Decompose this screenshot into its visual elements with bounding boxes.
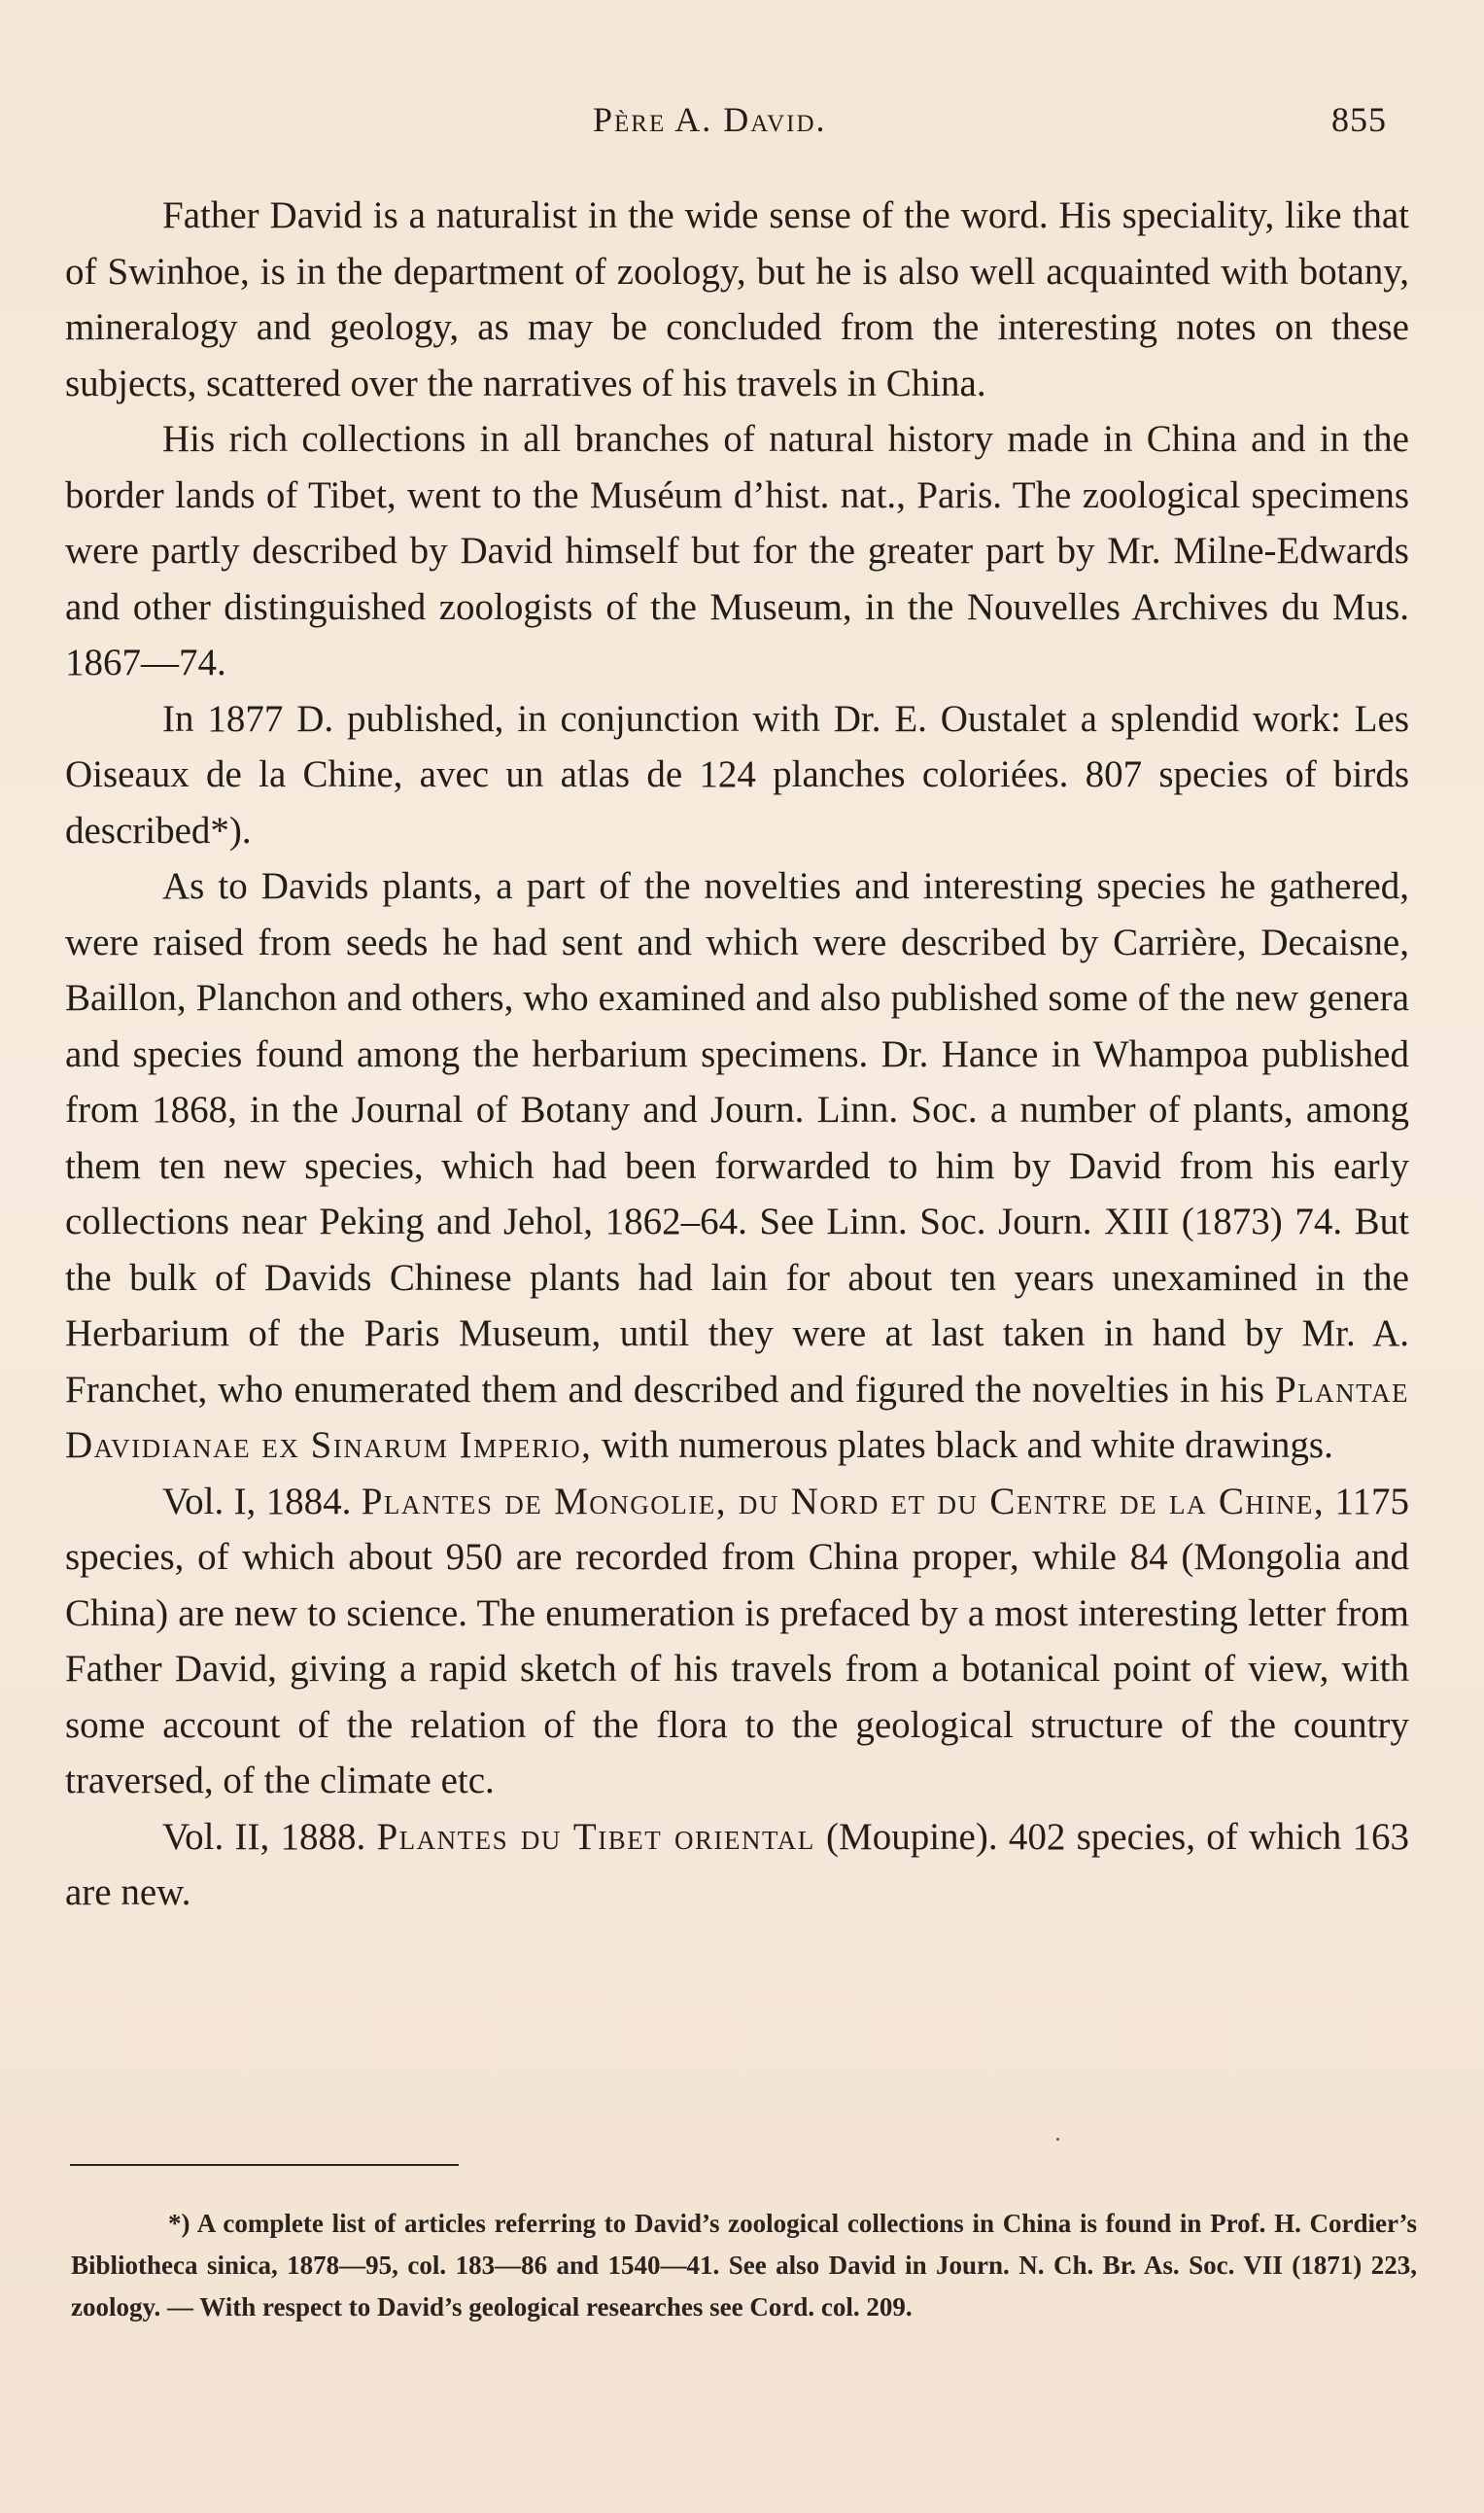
volume-title-small-caps: Plantes de Mongolie, du Nord et du Centre de la Chine, xyxy=(361,1480,1326,1522)
paragraph-text: 1175 species, of which about 950 are recorded from China proper, while 84 (Mongolia and China) are new to science. The enumeration is prefaced by a most interesting letter from Father David, giving a rapid sketch of his travels from a botanical point of view, with some account of the relation of the flora to the geological structure of the country traversed, of the climate etc. xyxy=(65,1480,1409,1801)
paragraph xyxy=(65,858,1409,1474)
footnote xyxy=(71,2203,1417,2328)
paragraph-text: His rich collections in all branches of natural history made in China and in the border lands of Tibet, went to the Muséum d’hist. nat., Paris. The zoological specimens were partly described by David himself but for the greater part by Mr. Milne-Edwards and other distinguished zoologists of the Museum, in the Nouvelles Archives du Mus. 1867—74. xyxy=(65,418,1409,683)
paragraph xyxy=(65,1809,1409,1921)
running-head-title: Père A. David. xyxy=(593,100,827,139)
paragraph-text: with numerous plates black and white drawings. xyxy=(592,1424,1333,1466)
paragraph xyxy=(65,691,1409,859)
paragraph-text: As to Davids plants, a part of the novelties and interesting species he gathered, were raised from seeds he had sent and which were described by Carrière, Decaisne, Baillon, Planchon and others, who examined and also published some of the new genera and species found among the herbarium specimens. Dr. Hance in Whampoa published from 1868, in the Journal of Botany and Journ. Linn. Soc. a number of plants, among them ten new species, which had been forwarded to him by David from his early collections near Peking and Jehol, 1862–64. See Linn. Soc. Journ. XIII (1873) 74. But the bulk of Davids Chinese plants had lain for about ten years unexamined in the Herbarium of the Paris Museum, until they were at last taken in hand by Mr. A. Franchet, who enumerated them and described and figured the novelties in his xyxy=(65,865,1409,1411)
paragraph xyxy=(65,188,1409,411)
paragraph-text: Vol. II, 1888. xyxy=(162,1815,377,1858)
page-number: 855 xyxy=(1331,100,1387,139)
volume-title-small-caps: Plantes du Tibet oriental xyxy=(376,1815,815,1858)
paragraph-text: In 1877 D. published, in conjunction with Dr. E. Oustalet a splendid work: Les Oiseaux de la Chine, avec un atlas de 124 planches coloriées. 807 species of birds described*). xyxy=(65,697,1409,852)
paragraph-text: Vol. I, 1884. xyxy=(162,1480,362,1522)
footnote-text: *) A complete list of articles referring to David’s zoological collections in China is found in Prof. H. Cordier’s Bibliotheca sinica, 1878—95, col. 183—86 and 1540—41. See also David in Journ. N. Ch. Br. As. Soc. VII (1871) 223, zoology. — With respect to David’s geological researches see Cord. col. 209. xyxy=(71,2209,1417,2321)
paragraph-text: (Moupine). 402 species, of which 163 are new. xyxy=(65,1815,1410,1913)
paper-speck xyxy=(1056,2138,1059,2141)
paragraph xyxy=(65,1474,1409,1809)
running-head xyxy=(0,99,1484,148)
footnote-rule xyxy=(70,2164,459,2166)
body-text xyxy=(65,188,1409,1921)
book-title-small-caps: Plantae Davidianae ex Sinarum Imperio, xyxy=(65,1368,1409,1466)
paragraph xyxy=(65,411,1409,691)
paragraph-text: Father David is a naturalist in the wide sense of the word. His speciality, like that of Swinhoe, is in the department of zoology, but he is also well acquainted with botany, mineralogy and geology, as may be concluded from the interesting notes on these subjects, scattered over the narratives of his travels in China. xyxy=(65,194,1409,404)
